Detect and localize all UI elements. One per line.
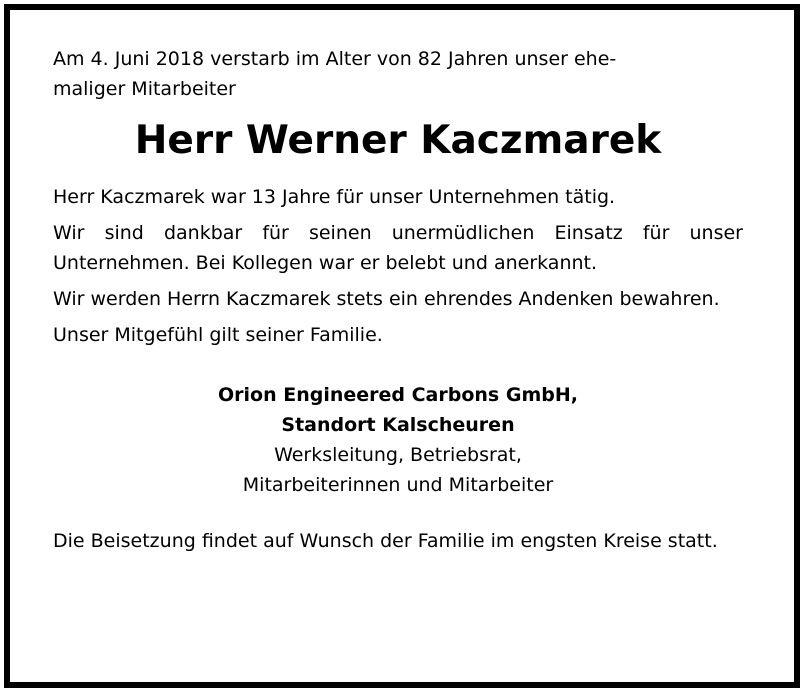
signature-line-3: Werksleitung, Betriebsrat, [274,444,522,466]
signature-company: Orion Engineered Carbons GmbH, [218,384,578,406]
obituary-notice [53,44,743,556]
signature-line-4: Mitarbeiterinnen und Mitarbeiter [242,474,554,496]
paragraph-tenure: Herr Kaczmarek war 13 Jahre für unser Unternehmen tätig. [53,186,616,208]
intro-text [53,44,743,104]
signature-block [53,380,743,500]
intro-line-2: maliger Mitarbeiter [53,78,236,100]
paragraph-remembrance: Wir werden Herrn Kaczmarek stets ein ehrendes Andenken bewahren. [53,288,720,310]
closing-text: Die Beisetzung findet auf Wunsch der Familie im engsten Kreise statt. [53,530,718,552]
paragraph-condolence: Unser Mitgefühl gilt seiner Familie. [53,324,383,346]
intro-line-1: Am 4. Juni 2018 verstarb im Alter von 82 Jahren unser ehe- [53,48,617,70]
signature-site: Standort Kalscheuren [281,414,515,436]
paragraph-gratitude: Wir sind dankbar für seinen unermüdlichen Einsatz für unser Unternehmen. Bei Kollegen war er belebt und anerkannt. [53,222,743,274]
deceased-name: Herr Werner Kaczmarek [134,118,662,163]
